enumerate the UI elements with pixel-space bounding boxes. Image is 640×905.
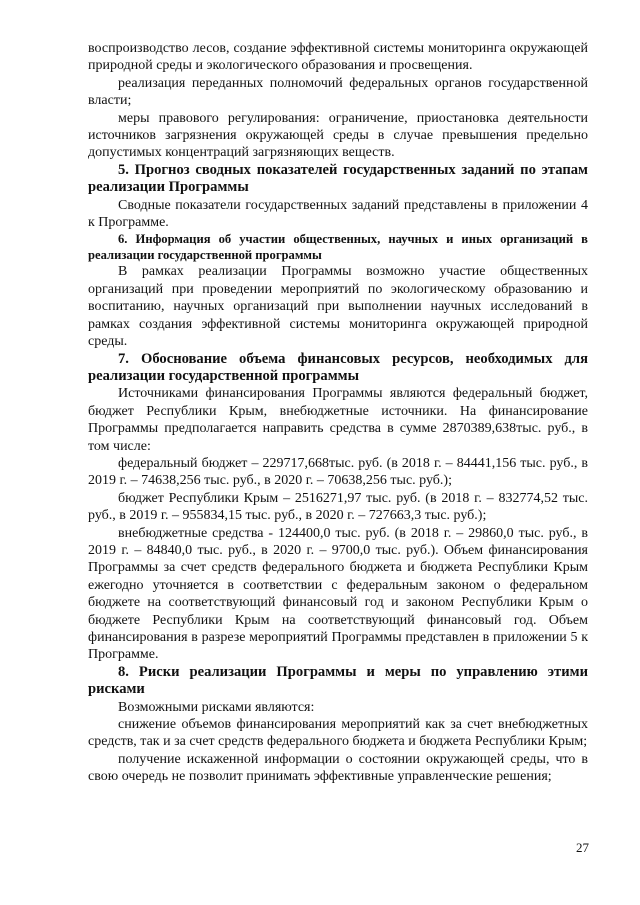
paragraph-forests: воспроизводство лесов, создание эффективной системы мониторинга окружающей природной среды и экологического образования и просвещения. [88,41,588,74]
paragraph-federal-budget: федеральный бюджет – 229717,668тыс. руб. (в 2018 г. – 84441,156 тыс. руб., в 2019 г. – 74638,256 тыс. руб., в 2020 г. – 70638,256 тыс. руб.); [88,455,588,489]
section-heading-6: 6. Информация об участии общественных, научных и иных организаций в реализации государственной программы [88,232,588,263]
paragraph-federal-powers: реализация переданных полномочий федеральных органов государственной власти; [88,75,588,109]
paragraph-extrabudgetary: внебюджетные средства - 124400,0 тыс. руб. (в 2018 г. – 29860,0 тыс. руб., в 2019 г. – 84840,0 тыс. руб., в 2020 г. – 9700,0 тыс. руб.). Объем финансирования Программы за счет средств федерального бюджета и бюджета Республики Крым ежегодно уточняется в соответствии с федеральным законом о федеральном бюджете на соответствующий финансовый год и законом Республики Крым о бюджете Республики Крым на соответствующий финансовый год. Объем финансирования в разрезе мероприятий Программы представлен в приложении 5 к Программе. [88,525,588,663]
document-page [88,40,588,786]
paragraph-risk-funding: снижение объемов финансирования мероприятий как за счет внебюджетных средств, так и за счет средств федерального бюджета и бюджета Республики Крым; [88,717,588,750]
paragraph-section-6: В рамках реализации Программы возможно участие общественных организаций при проведении мероприятий по экологическому образованию и воспитанию, научных организаций при выполнении научных исследований в рамках создания эффективной системы мониторинга окружающей природной среды. [88,264,588,350]
paragraph-risks-intro: Возможными рисками являются: [118,699,315,715]
paragraph-legal-regulation: меры правового регулирования: ограничение, приостановка деятельности источников загрязнения окружающей среды в случае превышения предельно допустимых концентраций загрязняющих веществ. [88,110,588,161]
paragraph-crimea-budget: бюджет Республики Крым – 2516271,97 тыс. руб. (в 2018 г. – 832774,52 тыс. руб., в 2019 г. – 955834,15 тыс. руб., в 2020 г. – 727663,3 тыс. руб.); [88,490,588,524]
paragraph-section-5: Сводные показатели государственных заданий представлены в приложении 4 к Программе. [88,197,588,231]
section-heading-7: 7. Обоснование объема финансовых ресурсов, необходимых для реализации государственной программы [88,350,588,384]
section-heading-8: 8. Риски реализации Программы и меры по управлению этими рисками [88,663,588,698]
section-heading-5: 5. Прогноз сводных показателей государственных заданий по этапам реализации Программы [88,161,588,196]
paragraph-risk-information: получение искаженной информации о состоянии окружающей среды, что в свою очередь не позволит принимать эффективные управленческие решения; [88,751,588,785]
paragraph-funding-sources: Источниками финансирования Программы являются федеральный бюджет, бюджет Республики Крым, внебюджетные источники. На финансирование Программы предполагается направить средства в сумме 2870389,638тыс. руб., в том числе: [88,386,588,454]
page-number: 27 [576,840,589,855]
